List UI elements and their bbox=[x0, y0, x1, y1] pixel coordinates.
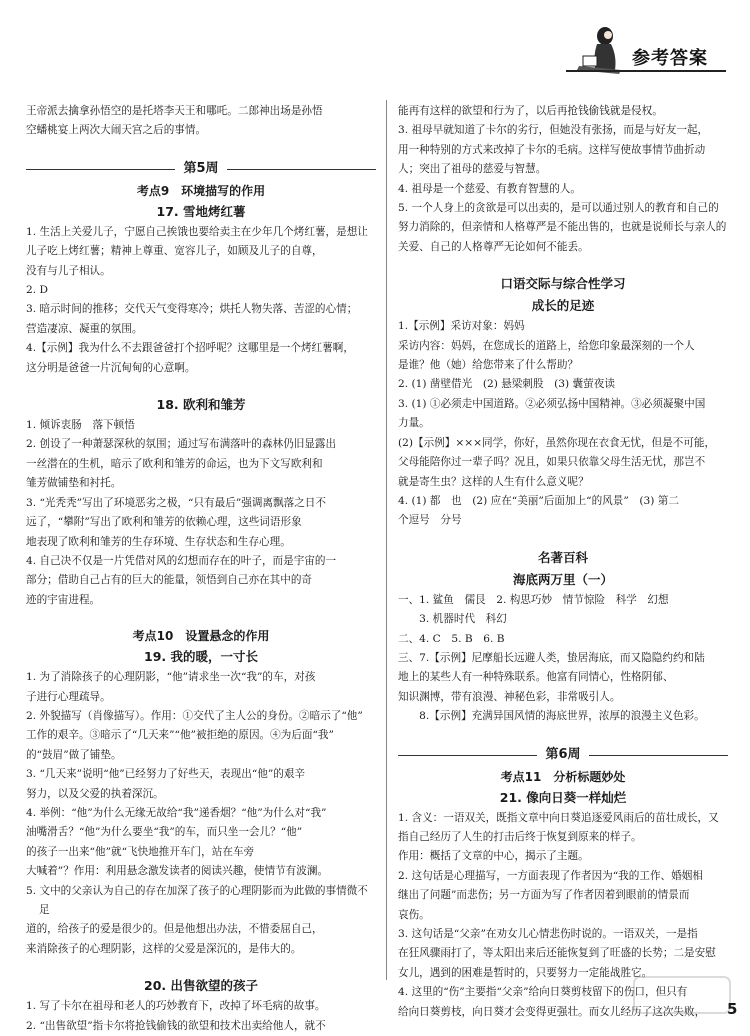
kaodian-heading: 考点11 分析标题妙处 bbox=[500, 769, 626, 784]
section-title: 名著百科 bbox=[537, 549, 588, 565]
column-divider bbox=[386, 100, 387, 980]
watermark-logo bbox=[632, 975, 732, 1015]
answer-item: 5. 一个人身上的贪欲是可以出卖的，是可以通过别人的教育和自己的 努力消除的，但亲情和人格尊严是不能出售的，也就是说师长与亲人的 关爱、自己的人格尊严无论如何不能丢。 bbox=[398, 202, 727, 253]
page-header bbox=[0, 0, 750, 96]
article-title: 21. 像向日葵一样灿烂 bbox=[499, 789, 627, 805]
answer-item: 4.【示例】我为什么不去跟爸爸打个招呼呢？这哪里是一个烤红薯啊， 这分明是爸爸一片沉甸甸的心意啊。 bbox=[26, 342, 354, 374]
answer-item: (2)【示例】×××同学，你好，虽然你现在衣食无忧，但是不可能， 父母能陪你过一辈子吗？况且，如果只依靠父母生活无忧，那岂不 就是寄生虫？这样的人生有什么意义呢？ bbox=[398, 436, 716, 488]
answer-item: 一、1. 鲨鱼 儒艮 2. 构思巧妙 情节惊险 科学 幻想 bbox=[398, 593, 669, 606]
answer-item: 2. D bbox=[26, 284, 48, 297]
answer-item: 3. (1) ①必须走中国道路。②必须弘扬中国精神。③必须凝聚中国 力量。 bbox=[398, 397, 706, 430]
answer-item: 2. 外貌描写（肖像描写）。作用：①交代了主人公的身份。②暗示了“他” 工作的艰辛。③暗示了“几天来”“他”被拒绝的原因。④为后面“我” 的“鼓眉”做了铺垫。 bbox=[26, 709, 363, 761]
right-column bbox=[398, 102, 728, 1022]
page-title: 参考答案 bbox=[632, 48, 708, 69]
answer-item: 2. “出售欲望”指卡尔将抢钱偷钱的欲望和技术出卖给他人，就不 bbox=[26, 1019, 326, 1032]
answer-item: 4. 这里的“伤”主要指“父亲”给向日葵剪枝留下的伤口，但只有 给向日葵剪枝，向日葵才会变得更强壮。而女儿经历了这次失败， bbox=[398, 986, 706, 1018]
answer-item: 二、4. C 5. B 6. B bbox=[398, 632, 505, 645]
article-title: 19. 我的暖，一寸长 bbox=[144, 649, 258, 665]
answer-item: 4. 举例：“他”为什么无缘无故给“我”递香烟？“他”为什么对“我” 油嘴滑舌？“他”为什么要坐“我”的车，而只坐一会儿？“他” 的孩子一出来“他”就“飞快地推开车门，站在车旁 大喊着”？作用：利用悬念激发读者的阅读兴趣，使情节有波澜。 bbox=[26, 806, 329, 878]
answer-item: 2. (1) 凿壁借光 (2) 悬梁刺股 (3) 囊萤夜读 bbox=[398, 378, 615, 391]
reading-girl-icon bbox=[575, 26, 627, 76]
answer-item: 作用：概括了文章的中心，揭示了主题。 bbox=[398, 850, 589, 863]
answer-item: 1.【示例】采访对象：妈妈 bbox=[398, 320, 525, 333]
answer-item: 2. 这句话是心理描写，一方面表现了作者因为“我的工作、婚姻相 继出了问题”而悲伤；另一方面为写了作者因着到眼前的情景而 哀伤。 bbox=[398, 869, 703, 921]
answer-item: 8.【示例】充满异国风情的海底世界，浓厚的浪漫主义色彩。 bbox=[398, 710, 705, 723]
answer-item: 1. 为了消除孩子的心理阴影，“他”请求坐一次“我”的车，对孩 子进行心理疏导。 bbox=[26, 671, 316, 703]
left-column bbox=[26, 102, 376, 1036]
week-heading: 第6周 bbox=[398, 743, 728, 767]
answer-item: 1. 生活上关爱儿子，宁愿自己挨饿也要给卖主在少年几个烤红薯，是想让 儿子吃上烤红薯；精神上尊重、宽容儿子，如顾及儿子的自尊， 没有与儿子相认。 bbox=[26, 225, 368, 277]
week-heading: 第5周 bbox=[26, 157, 376, 181]
answer-item: 3. 机器时代 科幻 bbox=[398, 613, 507, 626]
answer-item: 采访内容：妈妈，在您成长的道路上，给您印象最深刻的一个人 是谁？他（她）给您带来了什么帮助？ bbox=[398, 339, 695, 372]
section-subtitle: 海底两万里（一） bbox=[512, 571, 613, 587]
article-title: 17. 雪地烤红薯 bbox=[156, 203, 246, 219]
answer-item: 3. “光秃秃”写出了环境恶劣之极，“只有最后”强调离飘落之日不 远了，“攀附”写出了欧利和雏芳的依赖心理，这些词语形象 地表现了欧利和雏芳的生存环境、生存状态和生存心理。 bbox=[26, 496, 326, 548]
kaodian-heading: 考点9 环境描写的作用 bbox=[136, 183, 266, 198]
answer-item: 3. 这句话是“父亲”在劝女儿心情悲伤时说的。一语双关，一是指 在狂风骤雨打了，等太阳出来后还能恢复到了旺盛的长势；二是安慰 女儿，遇到的困难是暂时的，只要努力一定能战胜它。 bbox=[398, 928, 716, 979]
section-title: 口语交际与综合性学习 bbox=[500, 276, 626, 292]
kaodian-heading: 考点10 设置悬念的作用 bbox=[132, 629, 270, 644]
article-title: 18. 欧利和雏芳 bbox=[156, 397, 246, 413]
answer-item: 1. 含义：一语双关，既指文章中向日葵追逐爱风雨后的苗壮成长，又 指自己经历了人生的打击后终于恢复到原来的样子。 bbox=[398, 811, 719, 843]
answer-continued: 能再有这样的欲望和行为了，以后再抢钱偷钱就是侵权。 bbox=[398, 105, 663, 117]
answer-item: 4. 自己决不仅是一片凭借对风的幻想而存在的叶子，而是宇宙的一 部分；借助自己占有的巨大的能量，领悟到自己亦在其中的奇 迹的宇宙进程。 bbox=[26, 554, 337, 606]
section-subtitle: 成长的足迹 bbox=[531, 298, 595, 314]
answer-item: 5. 文中的父亲认为自己的存在加深了孩子的心理阴影而为此做的事情微不足 道的，给孩子的爱是很少的。但是他想出办法，不惜委屈自己， 来消除孩子的心理阴影，这样的父爱是深沉的，是伟大的。 bbox=[26, 884, 368, 955]
header-rule bbox=[566, 70, 726, 72]
answer-item: 1. 写了卡尔在祖母和老人的巧妙教育下，改掉了坏毛病的故事。 bbox=[26, 1000, 326, 1013]
article-title: 20. 出售欲望的孩子 bbox=[144, 978, 258, 994]
answer-item: 3. 暗示时间的推移；交代天气变得寒冷；烘托人物失落、苦涩的心情； 营造凄凉、凝重的氛围。 bbox=[26, 303, 358, 335]
answer-item: 4. (1) 都 也 (2) 应在“美丽”后面加上“的风景” (3) 第二 个逗号 分号 bbox=[398, 494, 679, 527]
answer-item: 4. 祖母是一个慈爱、有教育智慧的人。 bbox=[398, 182, 581, 195]
answer-item: 2. 创设了一种萧瑟深秋的氛围；通过写布满落叶的森林仍旧显露出 一丝潜在的生机，暗示了欧利和雏芳的命运，也为下文写欧利和 雏芳做铺垫和衬托。 bbox=[26, 438, 337, 490]
answer-item: 三、7.【示例】尼摩船长远避人类，蛰居海底，而又隐隐约约和陆 地上的某些人有一种特殊联系。他富有同情心，性格阴郁、 知识渊博，带有浪漫、神秘色彩，非常吸引人。 bbox=[398, 651, 705, 703]
page-number: 5 bbox=[727, 1000, 738, 1018]
answer-item: 3. 祖母早就知道了卡尔的劣行，但她没有张扬，而是与好友一起， 用一种特别的方式来改掉了卡尔的毛病。这样写使故事情节曲折动 人；突出了祖母的慈爱与智慧。 bbox=[398, 124, 709, 176]
answer-item: 3. “几天来”说明“他”已经努力了好些天，表现出“他”的艰辛 努力，以及父爱的执着深沉。 bbox=[26, 768, 306, 800]
answer-item: 1. 倾诉衷肠 落下顿悟 bbox=[26, 419, 135, 432]
intro-para: 王帝派去擒拿孙悟空的是托塔李天王和哪吒。二郎神出场是孙悟 空蟠桃宴上两次大闹天宫之后的事情。 bbox=[26, 105, 323, 137]
